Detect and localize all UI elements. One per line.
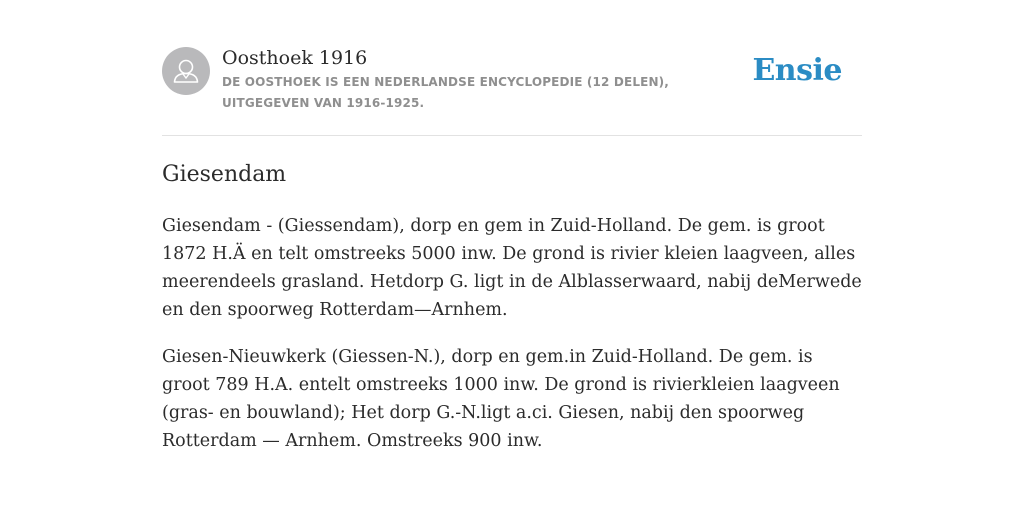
article-paragraph: Giesen-Nieuwkerk (Giessen-N.), dorp en gem.in Zuid-Holland. De gem. is groot 789 H.A. entelt omstreeks 1000 inw. De grond is rivierkleien laagveen (gras- en bouwland); Het dorp G.-N.ligt a.ci. Giesen, nabij den spoorweg Rotterdam — Arnhem. Omstreeks 900 inw. (162, 347, 840, 451)
source-description: DE OOSTHOEK IS EEN NEDERLANDSE ENCYCLOPEDIE (12 DELEN), UITGEGEVEN VAN 1916-1925. (222, 75, 670, 110)
user-icon[interactable] (162, 47, 210, 95)
article-paragraph: Giesendam - (Giessendam), dorp en gem in Zuid-Holland. De gem. is groot 1872 H.Ä en telt omstreeks 5000 inw. De grond is rivier kleien laagveen, alles meerendeels grasland. Hetdorp G. ligt in de Alblasserwaard, nabij deMerwede en den spoorweg Rotterdam—Arnhem. (162, 216, 862, 320)
source-title[interactable]: Oosthoek 1916 (222, 47, 368, 69)
article-body (162, 212, 862, 474)
source-header (162, 46, 862, 118)
ensie-logo[interactable]: Ensie (752, 53, 842, 88)
article-title: Giesendam (162, 162, 287, 187)
header-divider (162, 135, 862, 136)
